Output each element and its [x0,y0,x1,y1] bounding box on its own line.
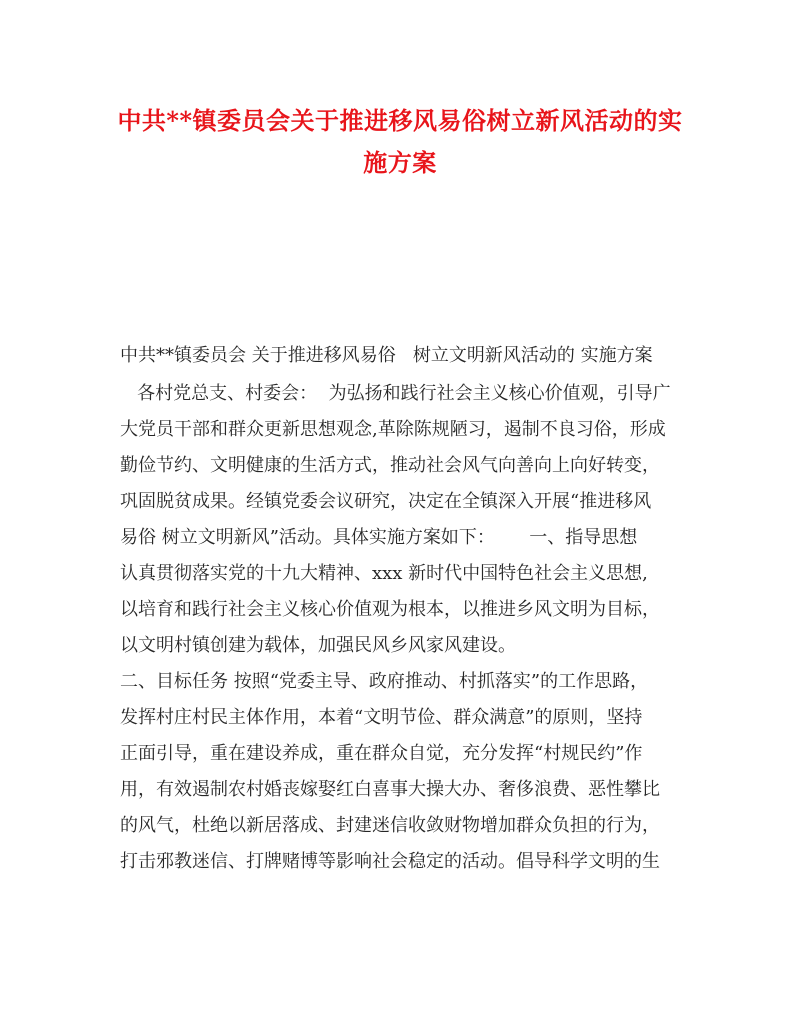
body-line-8: 以培育和践行社会主义核心价值观为根本，以推进乡风文明为目标， [120,599,660,620]
body-line-13: 用，有效遏制农村婚丧嫁娶红白喜事大操大办、奢侈浪费、恶性攀比 [120,779,660,800]
document-title-line-2: 施方案 [363,148,437,177]
body-line-9: 以文明村镇创建为载体，加强民风乡风家风建设。 [120,635,516,656]
body-line-15: 打击邪教迷信、打牌赌博等影响社会稳定的活动。倡导科学文明的生 [120,851,660,872]
body-line-3: 大党员干部和群众更新思想观念,革除陈规陋习，遏制不良习俗，形成 [120,419,666,440]
body-line-1: 中共**镇委员会 关于推进移风易俗 树立文明新风活动的 实施方案 [120,345,653,366]
body-line-14: 的风气，杜绝以新居落成、封建迷信收敛财物增加群众负担的行为， [120,815,660,836]
body-line-7: 认真贯彻落实党的十九大精神、xxx 新时代中国特色社会主义思想, [120,563,648,584]
document-title-line-1: 中共**镇委员会关于推进移风易俗树立新风活动的实 [117,106,683,135]
body-line-2: 各村党总支、村委会： 为弘扬和践行社会主义核心价值观，引导广 [120,383,671,404]
body-line-5: 巩固脱贫成果。经镇党委会议研究，决定在全镇深入开展“推进移风 [120,491,652,512]
body-line-10: 二、目标任务 按照“党委主导、政府推动、村抓落实”的工作思路， [120,671,649,692]
body-line-6: 易俗 树立文明新风”活动。具体实施方案如下： 一、指导思想 [120,527,638,548]
body-line-4: 勤俭节约、文明健康的生活方式，推动社会风气向善向上向好转变， [120,455,660,476]
document-body [120,338,700,880]
body-line-11: 发挥村庄村民主体作用，本着“文明节俭、群众满意”的原则，坚持 [120,707,643,728]
body-line-12: 正面引导，重在建设养成，重在群众自觉，充分发挥“村规民约”作 [120,743,643,764]
